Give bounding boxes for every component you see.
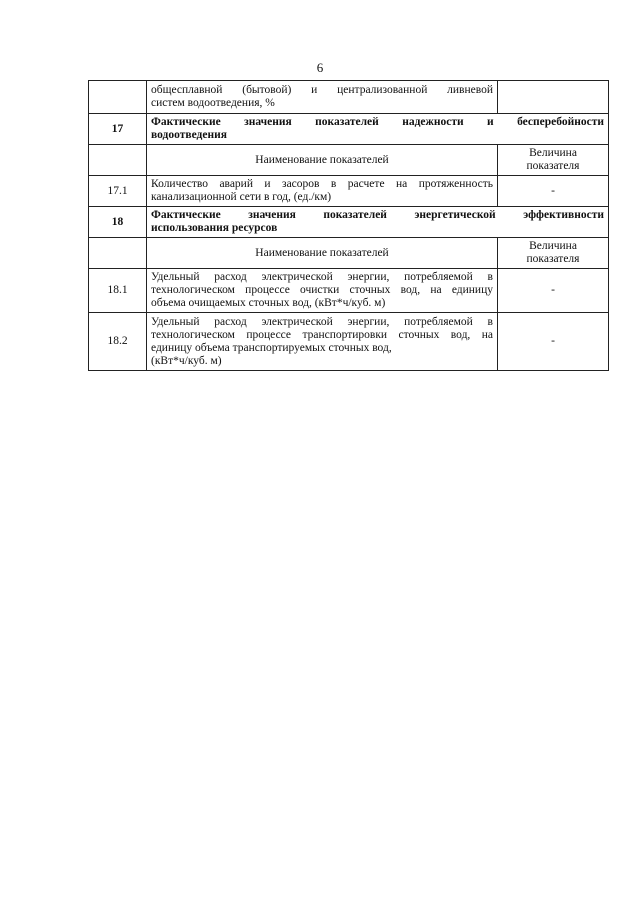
text-line: единицу объема транспортируемых сточных вод,	[151, 341, 392, 354]
row-number-cell	[89, 81, 147, 114]
section-row-18	[89, 207, 609, 238]
indicator-value-header	[498, 145, 609, 176]
text-line: Фактические значения показателей надежности и бесперебойности	[151, 116, 604, 128]
text-line: (кВт*ч/куб. м)	[151, 354, 222, 367]
text-line: показателя	[526, 253, 580, 265]
section-title-18	[147, 207, 609, 238]
indicator-name-cell	[147, 313, 498, 371]
table-row-18-2	[89, 313, 609, 371]
row-number: 18.2	[89, 313, 147, 371]
indicator-value-cell	[498, 81, 609, 114]
text-line: технологическом процессе транспортировки сточных вод, на	[151, 328, 493, 341]
table-row-18-1	[89, 269, 609, 313]
text-line: Удельный расход электрической энергии, потребляемой в	[151, 271, 493, 283]
indicator-name-header: Наименование показателей	[147, 238, 498, 269]
row-number-cell	[89, 238, 147, 269]
text-line: показателя	[526, 160, 580, 172]
indicator-value: -	[498, 269, 609, 313]
text-line: технологическом процессе очистки сточных вод, на единицу	[151, 284, 493, 296]
row-number: 18.1	[89, 269, 147, 313]
section-number: 17	[89, 114, 147, 145]
text-line: Количество аварий и засоров в расчете на протяженность	[151, 178, 493, 190]
indicator-name-cell	[147, 269, 498, 313]
text-line: объема очищаемых сточных вод, (кВт*ч/куб. м)	[151, 297, 386, 309]
text-line: Величина	[529, 147, 577, 159]
text-line: Величина	[529, 240, 577, 252]
table-row-continuation	[89, 81, 609, 114]
indicator-name-cell	[147, 81, 498, 114]
text-line: систем водоотведения, %	[151, 97, 275, 109]
indicator-value: -	[498, 176, 609, 207]
text-line: Фактические значения показателей энергетической эффективности	[151, 209, 604, 221]
section-row-17	[89, 114, 609, 145]
text-line: использования ресурсов	[151, 222, 278, 234]
text-line: Удельный расход электрической энергии, потребляемой в	[151, 315, 493, 328]
text-line: водоотведения	[151, 129, 227, 141]
indicator-value-header	[498, 238, 609, 269]
row-number-cell	[89, 145, 147, 176]
indicator-name-header: Наименование показателей	[147, 145, 498, 176]
row-number: 17.1	[89, 176, 147, 207]
indicator-value: -	[498, 313, 609, 371]
indicator-name-cell	[147, 176, 498, 207]
indicators-table	[88, 80, 609, 371]
column-header-row-18	[89, 238, 609, 269]
page-number: 6	[316, 60, 324, 75]
text-line: общесплавной (бытовой) и централизованной ливневой	[151, 84, 493, 96]
table-row-17-1	[89, 176, 609, 207]
text-line: канализационной сети в год, (ед./км)	[151, 191, 332, 203]
column-header-row-17	[89, 145, 609, 176]
section-title-17	[147, 114, 609, 145]
section-number: 18	[89, 207, 147, 238]
